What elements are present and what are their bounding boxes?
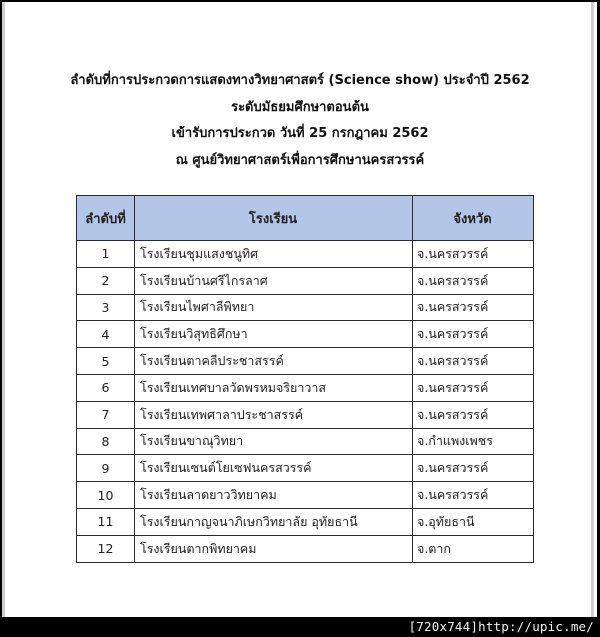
province-cell: จ.นครสวรรค์ bbox=[413, 482, 534, 509]
table-row bbox=[77, 294, 534, 321]
rank-cell: 5 bbox=[77, 348, 135, 375]
rank-cell: 2 bbox=[77, 267, 135, 294]
table-row bbox=[77, 321, 534, 348]
school-cell: โรงเรียนบ้านศรีไกรลาศ bbox=[135, 267, 413, 294]
school-cell: โรงเรียนวิสุทธิศึกษา bbox=[135, 321, 413, 348]
table-header-row bbox=[77, 196, 534, 241]
rank-cell: 12 bbox=[77, 535, 135, 562]
school-cell: โรงเรียนตากพิทยาคม bbox=[135, 535, 413, 562]
document-title-block bbox=[0, 68, 600, 174]
rank-cell: 7 bbox=[77, 401, 135, 428]
school-cell: โรงเรียนไพศาลีพิทยา bbox=[135, 294, 413, 321]
table-row bbox=[77, 374, 534, 401]
school-cell: โรงเรียนเทศบาลวัดพรหมจริยาวาส bbox=[135, 374, 413, 401]
table-row bbox=[77, 535, 534, 562]
province-cell: จ.ตาก bbox=[413, 535, 534, 562]
school-cell: โรงเรียนตาคลีประชาสรรค์ bbox=[135, 348, 413, 375]
column-header-school: โรงเรียน bbox=[135, 196, 413, 241]
school-cell: โรงเรียนลาดยาววิทยาคม bbox=[135, 482, 413, 509]
school-cell: โรงเรียนกาญจนาภิเษกวิทยาลัย อุทัยธานี bbox=[135, 508, 413, 535]
school-cell: โรงเรียนเซนต์โยเซฟนครสวรรค์ bbox=[135, 455, 413, 482]
results-table bbox=[76, 195, 534, 563]
rank-cell: 1 bbox=[77, 241, 135, 268]
table-row bbox=[77, 348, 534, 375]
school-cell: โรงเรียนเทพศาลาประชาสรรค์ bbox=[135, 401, 413, 428]
watermark-text: [720x744]http://upic.me/ bbox=[408, 619, 594, 634]
rank-cell: 9 bbox=[77, 455, 135, 482]
province-cell: จ.นครสวรรค์ bbox=[413, 321, 534, 348]
title-line-3: เข้ารับการประกวด วันที่ 25 กรกฎาคม 2562 bbox=[171, 126, 429, 141]
school-cell: โรงเรียนชุมแสงชนูทิศ bbox=[135, 241, 413, 268]
table-row bbox=[77, 455, 534, 482]
table-row bbox=[77, 428, 534, 455]
school-cell: โรงเรียนขาณุวิทยา bbox=[135, 428, 413, 455]
rank-cell: 10 bbox=[77, 482, 135, 509]
province-cell: จ.นครสวรรค์ bbox=[413, 267, 534, 294]
rank-cell: 11 bbox=[77, 508, 135, 535]
rank-cell: 6 bbox=[77, 374, 135, 401]
province-cell: จ.นครสวรรค์ bbox=[413, 401, 534, 428]
province-cell: จ.กำแพงเพชร bbox=[413, 428, 534, 455]
province-cell: จ.นครสวรรค์ bbox=[413, 374, 534, 401]
title-line-1: ลำดับที่การประกวดการแสดงทางวิทยาศาสตร์ (Science show) ประจำปี 2562 bbox=[70, 73, 530, 88]
province-cell: จ.นครสวรรค์ bbox=[413, 455, 534, 482]
province-cell: จ.นครสวรรค์ bbox=[413, 348, 534, 375]
table-row bbox=[77, 482, 534, 509]
table-row bbox=[77, 401, 534, 428]
column-header-rank: ลำดับที่ bbox=[77, 196, 135, 241]
rank-cell: 8 bbox=[77, 428, 135, 455]
province-cell: จ.นครสวรรค์ bbox=[413, 241, 534, 268]
column-header-province: จังหวัด bbox=[413, 196, 534, 241]
province-cell: จ.อุทัยธานี bbox=[413, 508, 534, 535]
title-line-2: ระดับมัธยมศึกษาตอนต้น bbox=[231, 99, 369, 115]
rank-cell: 3 bbox=[77, 294, 135, 321]
title-line-4: ณ ศูนย์วิทยาศาสตร์เพื่อการศึกษานครสวรรค์ bbox=[175, 152, 425, 168]
rank-cell: 4 bbox=[77, 321, 135, 348]
table-row bbox=[77, 508, 534, 535]
table-row bbox=[77, 241, 534, 268]
table-row bbox=[77, 267, 534, 294]
province-cell: จ.นครสวรรค์ bbox=[413, 294, 534, 321]
